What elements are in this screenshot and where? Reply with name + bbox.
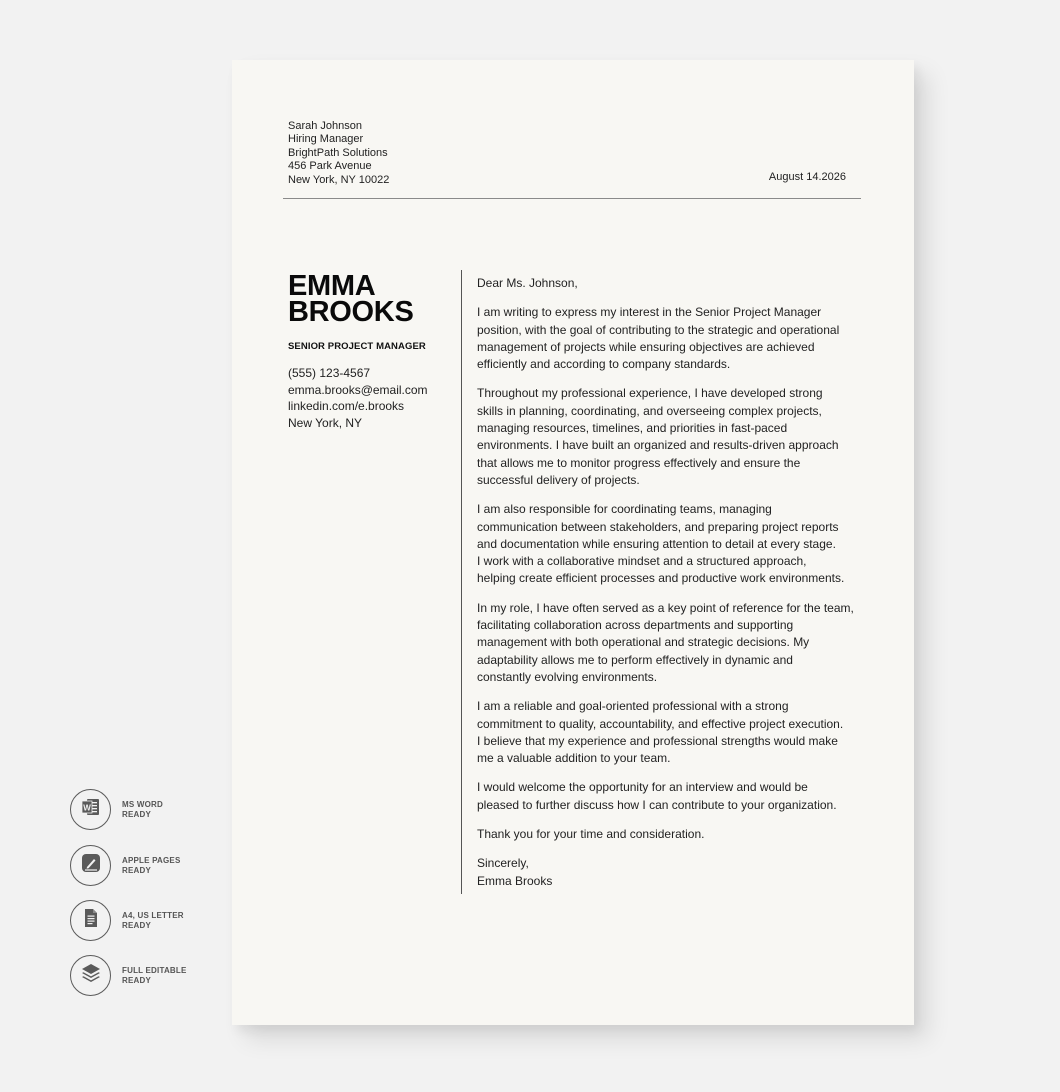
- badge-apple-pages: [70, 845, 270, 889]
- badge-full-editable: [70, 955, 270, 999]
- badge-label: [122, 800, 163, 820]
- badge-label-line2: READY: [122, 976, 152, 985]
- badge-ms-word: [70, 789, 270, 833]
- recipient-city: New York, NY 10022: [288, 173, 390, 186]
- paragraph-5: I am a reliable and goal-oriented professional with a strong commitment to quality, accountability, and effective project execution. I believe that my experience and professional strengths would make me a valuable addition to your team.: [477, 699, 844, 766]
- sender-last-name: BROOKS: [288, 296, 414, 328]
- paragraph-2: Throughout my professional experience, I have developed strong skills in planning, coordinating, and overseeing complex projects, managing resources, timelines, and priorities in fast-paced environments. I have built an organized and results-driven approach that allows me to monitor progress effectively and ensure the successful delivery of projects.: [477, 386, 839, 487]
- badge-circle: [70, 955, 111, 996]
- apple-pages-icon: [80, 852, 102, 879]
- recipient-block: [288, 120, 389, 187]
- column-divider: [461, 270, 462, 894]
- contact-email: emma.brooks@email.com: [288, 382, 428, 397]
- recipient-company: BrightPath Solutions: [288, 146, 388, 159]
- cover-letter-page: [232, 60, 914, 1025]
- badge-circle: [70, 900, 111, 941]
- salutation: Dear Ms. Johnson,: [477, 276, 578, 290]
- contact-phone: (555) 123-4567: [288, 366, 371, 380]
- badge-circle: [70, 845, 111, 886]
- paragraph-7: Thank you for your time and consideration.: [477, 827, 705, 842]
- contact-linkedin: linkedin.com/e.brooks: [288, 399, 405, 414]
- contact-location: New York, NY: [288, 415, 363, 430]
- sender-first-name: EMMA: [288, 270, 376, 302]
- badge-label-line2: READY: [122, 866, 152, 875]
- badge-label-line1: MS WORD: [122, 800, 163, 809]
- badge-label-line2: READY: [122, 921, 152, 930]
- document-icon: [80, 907, 102, 934]
- paragraph-6: I would welcome the opportunity for an interview and would be pleased to further discuss how I can contribute to your organization.: [477, 780, 837, 812]
- closing-text: Sincerely,: [477, 856, 529, 871]
- badge-label-line1: A4, US LETTER: [122, 911, 184, 920]
- paragraph-3: I am also responsible for coordinating teams, managing communication between stakeholders, and preparing project reports and documentation while ensuring attention to detail at every stage. I work with a collaborative mindset and a structured approach, helping create efficient processes and productive work environments.: [477, 502, 845, 586]
- badge-label: [122, 966, 187, 986]
- letter-body: [477, 275, 862, 890]
- badge-label-line1: APPLE PAGES: [122, 856, 181, 865]
- paragraph-4: In my role, I have often served as a key point of reference for the team, facilitating collaboration across departments and supporting management with both operational and strategic decisions. My adaptability allows me to perform effectively in dynamic and constantly evolving environments.: [477, 600, 854, 684]
- badge-circle: [70, 789, 111, 830]
- ms-word-icon: [80, 796, 102, 823]
- recipient-street: 456 Park Avenue: [288, 160, 372, 173]
- svg-text:W: W: [82, 803, 91, 813]
- layers-icon: [79, 961, 103, 990]
- badge-label: [122, 856, 181, 876]
- header-divider: [283, 198, 861, 199]
- contact-block: [288, 365, 428, 431]
- paragraph-1: I am writing to express my interest in the Senior Project Manager position, with the goal of contributing to the strategic and operational management of projects while ensuring objectives are achieved efficiently and according to company standards.: [477, 305, 840, 372]
- letter-date: August 14.2026: [768, 171, 846, 183]
- badge-label: [122, 911, 184, 931]
- signature: Emma Brooks: [477, 873, 553, 888]
- recipient-name: Sarah Johnson: [288, 120, 362, 132]
- badge-label-line1: FULL EDITABLE: [122, 966, 187, 975]
- sender-job-title: SENIOR PROJECT MANAGER: [288, 341, 426, 352]
- badge-label-line2: READY: [122, 810, 152, 819]
- sender-name: [288, 270, 414, 328]
- closing: [477, 855, 862, 890]
- badge-a4-us-letter: [70, 900, 270, 944]
- recipient-title: Hiring Manager: [288, 133, 364, 146]
